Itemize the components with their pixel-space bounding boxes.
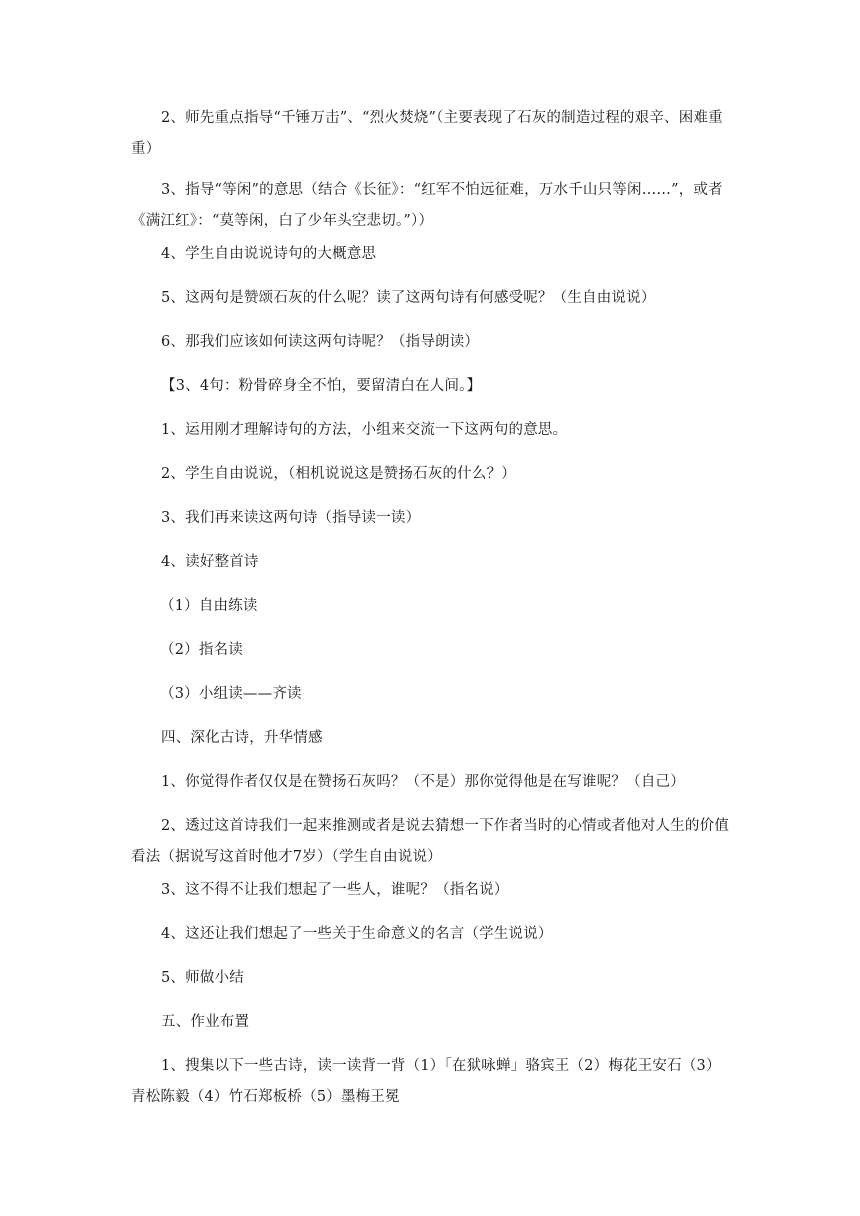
paragraph-think-of-people: 3、这不得不让我们想起了一些人，谁呢？（指名说） [161,882,509,898]
paragraph-student-talk: 2、学生自由说说，（相机说说这是赞扬石灰的什么？） [161,466,516,482]
paragraph-praise-question: 5、这两句是赞颂石灰的什么呢？读了这两句诗有何感受呢？（生自由说说） [161,290,656,306]
list-item-free-practice: （1）自由练读 [160,598,258,614]
section-heading-five: 五、作业布置 [161,1014,250,1030]
paragraph-student-meaning: 4、学生自由说说诗句的大概意思 [161,246,377,262]
paragraph-life-quotes: 4、这还让我们想起了一些关于生命意义的名言（学生说说） [161,926,553,942]
list-item-group-reading: （3）小组读——齐读 [160,686,302,702]
paragraph-read-whole-poem: 4、读好整首诗 [161,554,259,570]
paragraph-author-question: 1、你觉得作者仅仅是在赞扬石灰吗？（不是）那你觉得他是在写谁呢？（自己） [161,774,685,790]
list-item-named-reading: （2）指名读 [160,642,243,658]
paragraph-read-again: 3、我们再来读这两句诗（指导读一读） [161,510,421,526]
section-heading-four: 四、深化古诗，升华情感 [161,730,323,746]
paragraph-how-to-read: 6、那我们应该如何读这两句诗呢？（指导朗读） [161,334,480,350]
paragraph-homework: 1、搜集以下一些古诗，读一读背一背（1）「在狱咏蝉」骆宾王（2）梅花王安石（3）青松陈毅（4）竹石郑板桥（5）墨梅王冕 [131,1058,721,1105]
paragraph-author-mood: 2、透过这首诗我们一起来推测或者是说去猜想一下作者当时的心情或者他对人生的价值看法（据说写这首时他才7岁）（学生自由说说） [131,818,730,865]
section-heading-lines-3-4: 【3、4句：粉骨碎身全不怕，要留清白在人间。】 [161,378,482,394]
paragraph-group-discussion: 1、运用刚才理解诗句的方法，小组来交流一下这两句的意思。 [161,422,568,438]
paragraph-teacher-summary: 5、师做小结 [161,970,244,986]
paragraph-guide-dengxian: 3、指导“等闲”的意思（结合《长征》：“红军不怕远征难，万水千山只等闲……”，或者《满江红》：“莫等闲，白了少年头空悲切。”）） [131,182,723,229]
paragraph-guide-phrases: 2、师先重点指导“千锤万击”、“烈火焚烧”（主要表现了石灰的制造过程的艰辛、困难重重） [131,110,723,157]
